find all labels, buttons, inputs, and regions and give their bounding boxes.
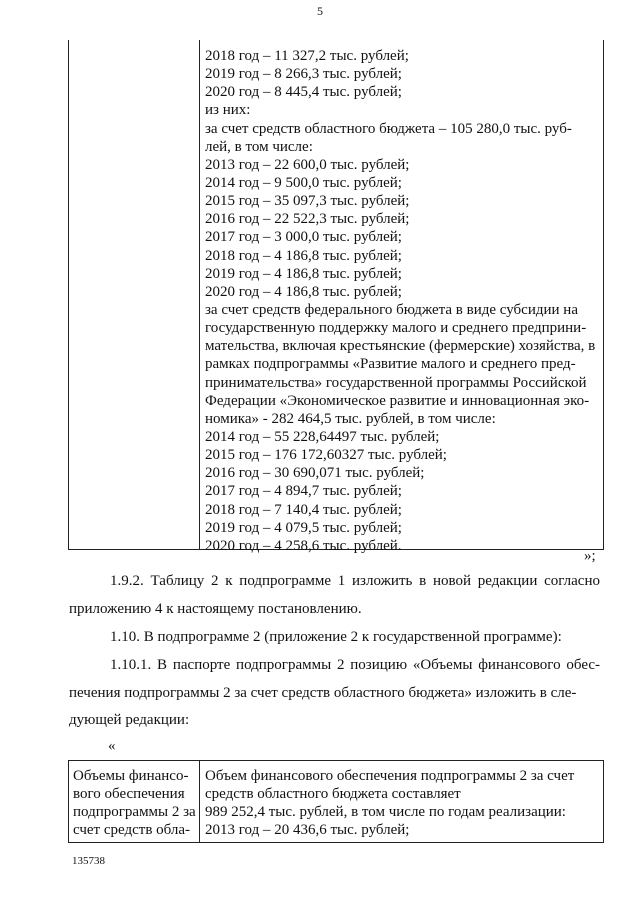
text-line: 2013 год – 22 600,0 тыс. рублей; — [205, 156, 410, 173]
table1-right-cell — [205, 47, 595, 555]
text-line: вого обеспечения — [73, 786, 185, 803]
text-line: 2020 год – 8 445,4 тыс. рублей; — [205, 84, 402, 101]
document-code: 135738 — [72, 855, 105, 867]
text-line: 2016 год – 22 522,3 тыс. рублей; — [205, 211, 410, 228]
text-line: из них: — [205, 102, 251, 119]
opening-quote: « — [108, 738, 116, 754]
text-line: 2018 год – 7 140,4 тыс. рублей; — [205, 501, 402, 518]
text-line: за счет средств федерального бюджета в виде субсидии на — [205, 301, 578, 318]
text-line: 2020 год – 4 186,8 тыс. рублей; — [205, 283, 402, 300]
paragraph-1-9-2-line1: 1.9.2. Таблицу 2 к подпрограмме 1 изложить в новой редакции согласно — [110, 573, 600, 589]
text-line: 2019 год – 4 079,5 тыс. рублей; — [205, 519, 402, 536]
text-line: Объем финансового обеспечения подпрограммы 2 за счет — [205, 768, 575, 784]
text-line: 2017 год – 3 000,0 тыс. рублей; — [205, 229, 402, 246]
text-line: 2018 год – 11 327,2 тыс. рублей; — [205, 48, 409, 64]
table2-left-cell — [73, 767, 196, 840]
text-line: 2013 год – 20 436,6 тыс. рублей; — [205, 822, 410, 839]
text-line: 2019 год – 4 186,8 тыс. рублей; — [205, 265, 402, 282]
text-line: 2018 год – 4 186,8 тыс. рублей; — [205, 247, 402, 264]
text-line: номика» - 282 464,5 тыс. рублей, в том числе: — [205, 410, 496, 427]
paragraph-1-10-1-line3: дующей редакции: — [69, 712, 190, 728]
text-line: Федерации «Экономическое развитие и инновационная эко- — [205, 392, 590, 409]
text-line: принимательства» государственной программы Российской — [205, 374, 587, 391]
text-line: рамках подпрограммы «Развитие малого и среднего пред- — [205, 356, 576, 373]
text-line: 2015 год – 35 097,3 тыс. рублей; — [205, 193, 410, 210]
text-line: счет средств обла- — [73, 822, 191, 839]
table2-right-cell — [205, 767, 574, 840]
text-line: лей, в том числе: — [205, 138, 313, 155]
text-line: 2014 год – 9 500,0 тыс. рублей; — [205, 174, 402, 191]
paragraph-1-10-1-line1: 1.10.1. В паспорте подпрограммы 2 позицию «Объемы финансового обес- — [110, 657, 600, 673]
text-line: мательства, включая крестьянские (фермерские) хозяйства, в — [205, 338, 596, 355]
text-line: средств областного бюджета составляет — [205, 786, 461, 803]
paragraph-1-9-2-line2: приложению 4 к настоящему постановлению. — [69, 601, 362, 617]
text-line: за счет средств областного бюджета – 105 280,0 тыс. руб- — [205, 120, 572, 137]
page-number: 5 — [317, 4, 323, 18]
text-line: государственную поддержку малого и среднего предприни- — [205, 320, 587, 337]
text-line: 2015 год – 176 172,60327 тыс. рублей; — [205, 447, 447, 464]
text-line: Объемы финансо- — [73, 768, 189, 784]
text-line: 989 252,4 тыс. рублей, в том числе по годам реализации: — [205, 804, 566, 821]
paragraph-1-10: 1.10. В подпрограмме 2 (приложение 2 к государственной программе): — [110, 629, 562, 645]
text-line: 2016 год – 30 690,071 тыс. рублей; — [205, 465, 425, 482]
text-line: 2014 год – 55 228,64497 тыс. рублей; — [205, 428, 440, 445]
text-line: подпрограммы 2 за — [73, 804, 196, 821]
text-line: 2019 год – 8 266,3 тыс. рублей; — [205, 66, 402, 83]
table-column-divider — [199, 40, 200, 549]
text-line: 2017 год – 4 894,7 тыс. рублей; — [205, 483, 402, 500]
text-line: 2020 год – 4 258,6 тыс. рублей. — [205, 537, 402, 554]
table-column-divider — [199, 761, 200, 842]
closing-quote: »; — [584, 548, 596, 564]
paragraph-1-10-1-line2: печения подпрограммы 2 за счет средств областного бюджета» изложить в сле- — [69, 685, 577, 701]
